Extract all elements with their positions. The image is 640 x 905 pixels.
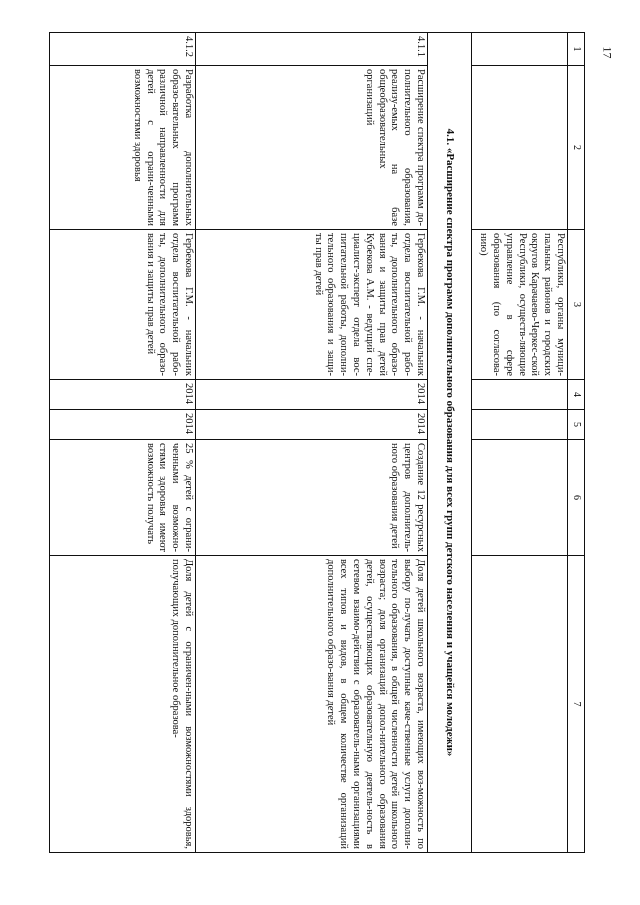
col-header-5: 5 — [568, 410, 585, 440]
activity-name: Разработка дополнительных образо-вательных программ различной направленности для детей с ограни-ченными возможностями здоровья — [50, 66, 196, 230]
table-row — [196, 33, 428, 853]
section-row — [428, 33, 472, 853]
col-header-7: 7 — [568, 556, 585, 853]
column-number-row — [568, 33, 585, 853]
responsible-cell: Гербекова Г.М. - начальник отдела воспитательной рабо-ты, дополнительного образо-вания и защиты прав детей — [50, 230, 196, 380]
indicator-cell: Доля детей школьного возраста, имеющих воз-можность по выбору по-лучать доступные каче-ственные услуги дополни-тельного образования, в общей численности детей школьного возраста; доля организаций допол-нительного образования детей, осуществляющих образовательную деятель-ность в сетевом взаимо-действии с образователь-ными организациями всех типов и видов, в общем количестве организаций дополнительного образо-вания детей — [196, 556, 428, 853]
section-title: 4.1. «Расширение спектра программ дополнительного образования для всех групп детского населения и учащейся молодежи» — [428, 33, 472, 853]
page-number: 17 — [600, 46, 615, 59]
col-header-1: 1 — [568, 33, 585, 66]
indicator-cell: Доля детей с ограничен-ными возможностями здоровья, получающих дополнительное образова- — [50, 556, 196, 853]
responsible-cell: Республики, органы муници-пальных районов и городских округов Карачаево-Черкес-ской Республики, осуществ-ляющие управление в сфере образования (по согласова-нию) — [472, 230, 568, 380]
start-year: 2014 — [196, 380, 428, 410]
col-header-4: 4 — [568, 380, 585, 410]
expected-result: Создание 12 ресурсных центров дополнитель-ного образования детей — [196, 440, 428, 556]
table-row — [50, 33, 196, 853]
col-header-3: 3 — [568, 230, 585, 380]
activity-name: Расширение спектра программ до-полнительного образования, реализу-емых на базе общеобразовательных организаций — [196, 66, 428, 230]
table-row-continued — [472, 33, 568, 853]
row-number: 4.1.1 — [196, 33, 428, 66]
col-header-6: 6 — [568, 440, 585, 556]
end-year: 2014 — [196, 410, 428, 440]
col-header-2: 2 — [568, 66, 585, 230]
expected-result: 25 % детей с ограни-ченными возможно-стями здоровья имеют возможность получать — [50, 440, 196, 556]
end-year: 2014 — [50, 410, 196, 440]
start-year: 2014 — [50, 380, 196, 410]
rotated-table-container — [49, 32, 585, 852]
row-number: 4.1.2 — [50, 33, 196, 66]
plan-table — [49, 32, 585, 853]
responsible-cell: Гербекова Г.М. - начальник отдела воспитательной рабо-ты, дополнительного образо-вания и защиты прав детей Кубекова А.М. - ведущий спе-циалист-эксперт отдела вос-питательной работы, дополни-тельного образования и защи-ты прав детей — [196, 230, 428, 380]
